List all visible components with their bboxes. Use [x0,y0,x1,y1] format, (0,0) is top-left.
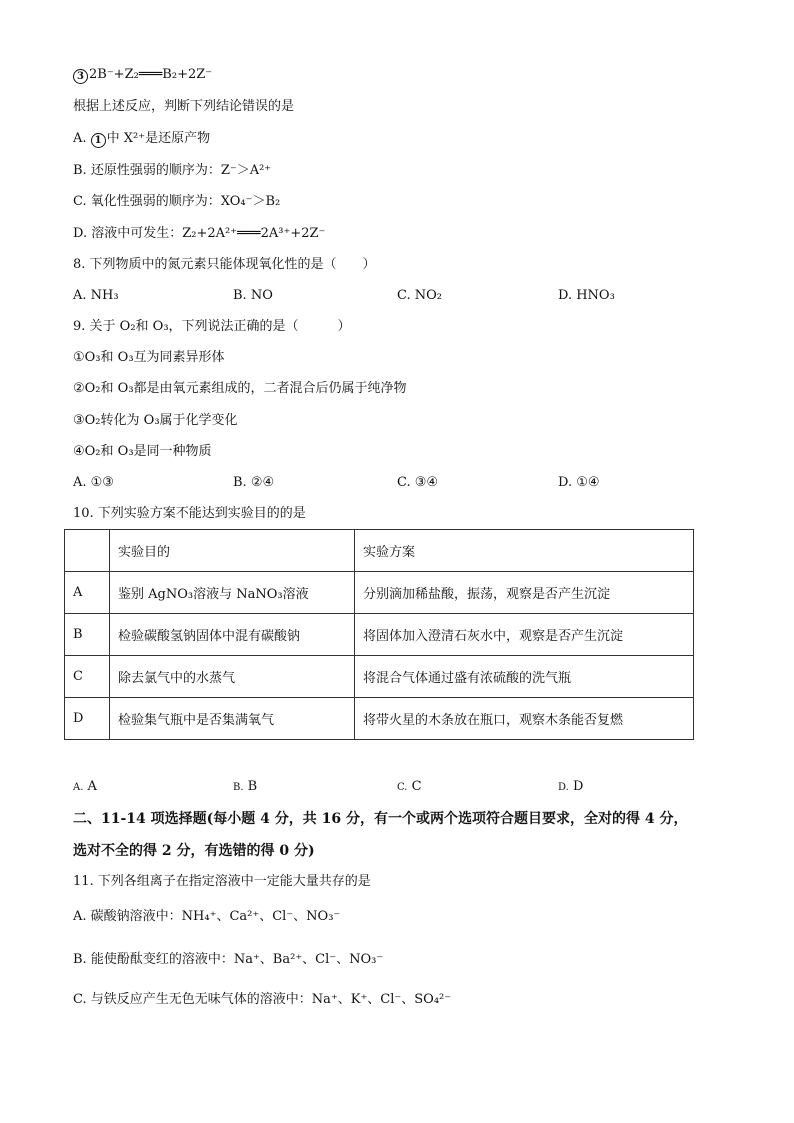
q9-statement-3: ③O₂转化为 O₃属于化学变化 [73,413,238,428]
q9-statement-4: ④O₂和 O₃是同一种物质 [73,444,212,459]
table-cell: 检验集气瓶中是否集满氧气 [110,698,355,740]
table-header-plan: 实验方案 [355,530,694,572]
table-cell: 将固体加入澄清石灰水中，观察是否产生沉淀 [355,614,694,656]
table-cell: A [65,572,110,614]
question-8: 8. 下列物质中的氮元素只能体现氧化性的是（ ） [73,257,376,272]
reaction-3: 3 2B⁻+Z₂═══B₂+2Z⁻ [73,66,212,84]
q9-option-b: B. ②④ [233,475,275,490]
table-cell: C [65,656,110,698]
table-cell: 鉴别 AgNO₃溶液与 NaNO₃溶液 [110,572,355,614]
option-c: C. 氧化性强弱的顺序为：XO₄⁻＞B₂ [73,194,281,209]
option-a: A. 1 中 X²⁺是还原产物 [73,131,211,146]
circled-number: 1 [91,133,106,148]
q10-option-a: A. A [73,779,97,794]
table-cell: 分别滴加稀盐酸，振荡，观察是否产生沉淀 [355,572,694,614]
table-cell [65,530,110,572]
q9-statement-2: ②O₂和 O₃都是由氧元素组成的，二者混合后仍属于纯净物 [73,381,407,396]
circled-number: 3 [73,69,88,84]
experiment-table [64,529,694,740]
table-row [65,572,694,614]
q10-option-c: C. C [397,779,422,794]
question-11: 11. 下列各组离子在指定溶液中一定能大量共存的是 [73,874,371,889]
table-cell: 除去氯气中的水蒸气 [110,656,355,698]
question-9: 9. 关于 O₂和 O₃，下列说法正确的是（ ） [73,319,351,334]
q9-option-a: A. ①③ [73,475,114,490]
q10-option-d: D. D [558,779,584,794]
question-10: 10. 下列实验方案不能达到实验目的的是 [73,506,306,521]
q10-option-b: B. B [233,779,258,794]
q9-option-c: C. ③④ [397,475,439,490]
q8-option-b: B. NO [233,288,273,303]
q8-option-a: A. NH₃ [73,288,119,303]
table-header-purpose: 实验目的 [110,530,355,572]
table-cell: B [65,614,110,656]
table-cell: 检验碳酸氢钠固体中混有碳酸钠 [110,614,355,656]
table-cell: 将混合气体通过盛有浓硫酸的洗气瓶 [355,656,694,698]
section-2-heading: 二、11-14 项选择题(每小题 4 分，共 16 分，有一个或两个选项符合题目要求，全对的得 4 分， [73,811,688,827]
table-row [65,656,694,698]
section-2-heading-cont: 选对不全的得 2 分，有选错的得 0 分) [73,843,315,859]
table-row [65,614,694,656]
q8-option-c: C. NO₂ [397,288,442,303]
q9-statement-1: ①O₃和 O₃互为同素异形体 [73,350,225,365]
question-stem: 根据上述反应，判断下列结论错误的是 [73,99,295,114]
q8-option-d: D. HNO₃ [558,288,615,303]
q9-option-d: D. ①④ [558,475,600,490]
q11-option-c: C. 与铁反应产生无色无味气体的溶液中：Na⁺、K⁺、Cl⁻、SO₄²⁻ [73,992,452,1007]
q11-option-b: B. 能使酚酞变红的溶液中：Na⁺、Ba²⁺、Cl⁻、NO₃⁻ [73,952,384,967]
table-header-row [65,530,694,572]
option-d: D. 溶液中可发生：Z₂+2A²⁺═══2A³⁺+2Z⁻ [73,226,326,241]
table-row [65,698,694,740]
option-b: B. 还原性强弱的顺序为：Z⁻＞A²⁺ [73,163,272,178]
table-cell: 将带火星的木条放在瓶口，观察木条能否复燃 [355,698,694,740]
table-cell: D [65,698,110,740]
q11-option-a: A. 碳酸钠溶液中：NH₄⁺、Ca²⁺、Cl⁻、NO₃⁻ [73,909,341,924]
